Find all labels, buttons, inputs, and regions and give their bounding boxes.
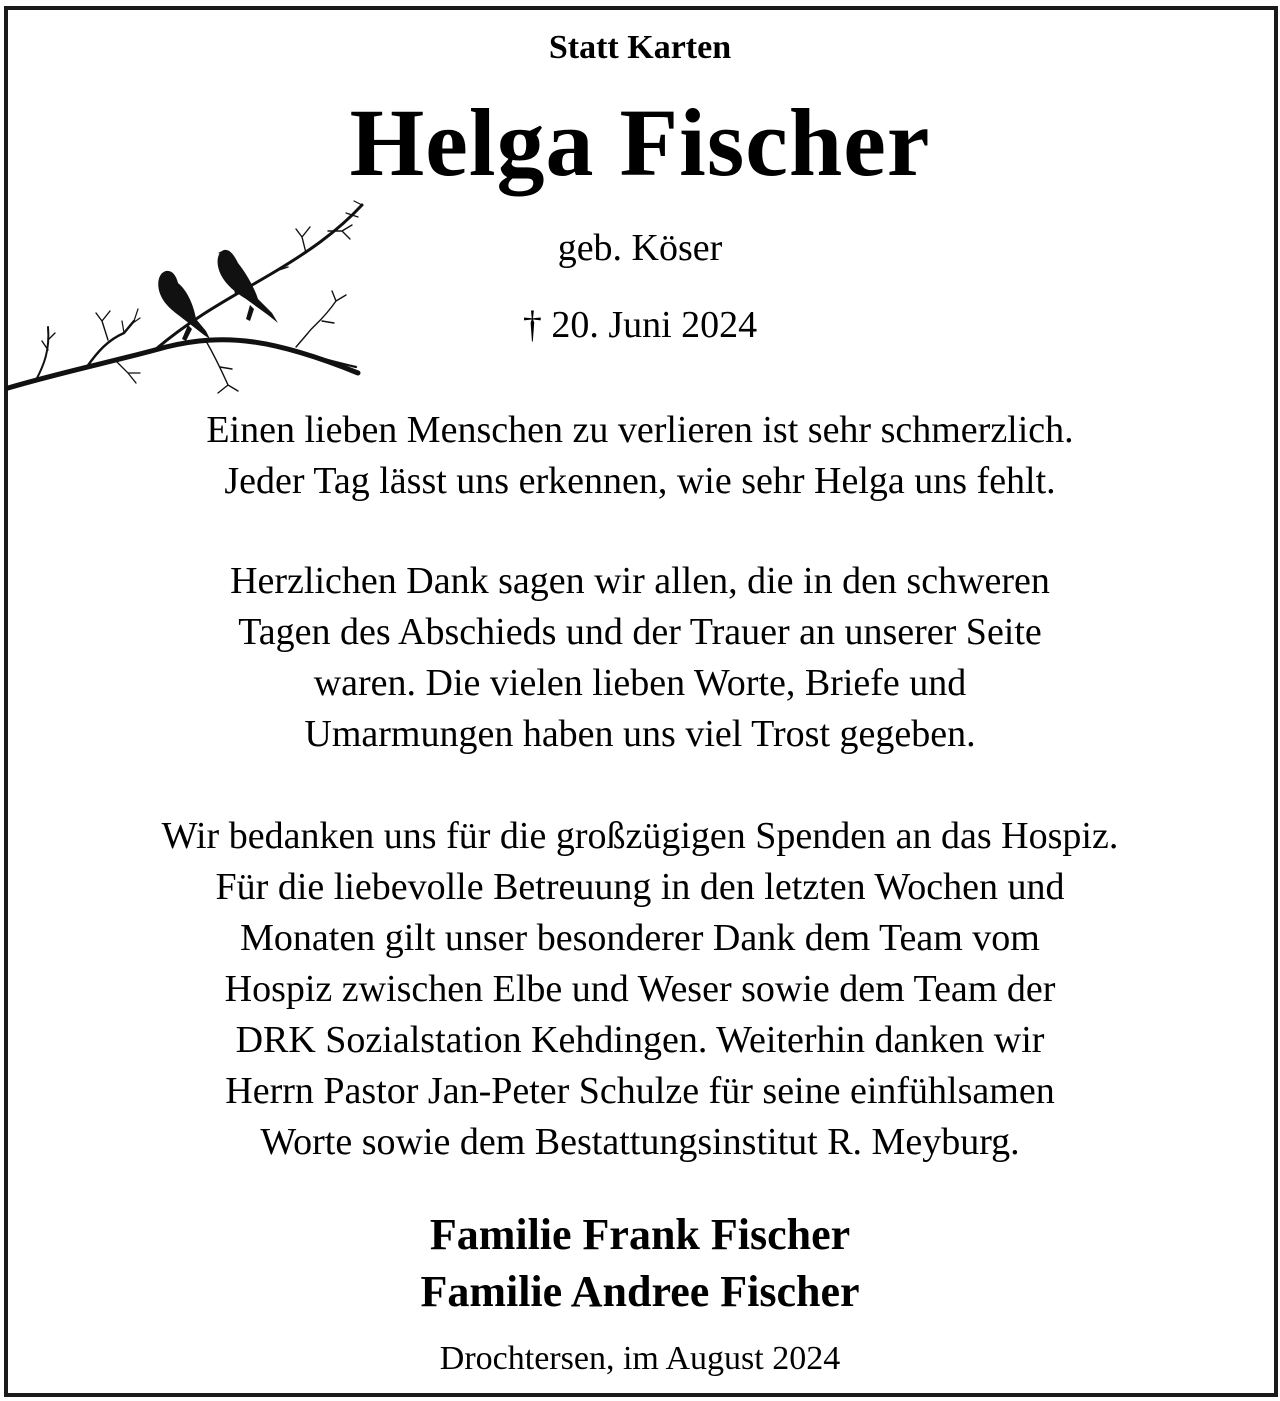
signer-name: Familie Frank Fischer (429, 1210, 851, 1259)
text-line: Hospiz zwischen Elbe und Weser sowie dem Team der (224, 968, 1056, 1010)
text-line: Umarmungen haben uns viel Trost gegeben. (304, 713, 976, 755)
text-line: Monaten gilt unser besonderer Dank dem Team vom (240, 917, 1040, 959)
paragraph-thanks (0, 556, 1280, 760)
text-line: Einen lieben Menschen zu verlieren ist sehr schmerzlich. (206, 409, 1074, 451)
text-line: Herzlichen Dank sagen wir allen, die in den schweren (230, 560, 1050, 602)
text-line: Wir bedanken uns für die großzügigen Spenden an das Hospiz. (161, 815, 1119, 857)
signer-name: Familie Andree Fischer (420, 1267, 860, 1316)
notice-kicker: Statt Karten (548, 29, 732, 66)
text-line: Für die liebevolle Betreuung in den letzten Wochen und (215, 866, 1065, 908)
signers-block (0, 1206, 1280, 1320)
text-line: Jeder Tag lässt uns erkennen, wie sehr Helga uns fehlt. (224, 460, 1056, 502)
text-line: Worte sowie dem Bestattungsinstitut R. Meyburg. (260, 1121, 1020, 1163)
birth-name: geb. Köser (557, 227, 723, 269)
place-and-date: Drochtersen, im August 2024 (439, 1340, 841, 1377)
paragraph-loss (0, 405, 1280, 507)
text-line: waren. Die vielen lieben Worte, Briefe und (313, 662, 967, 704)
text-line: DRK Sozialstation Kehdingen. Weiterhin danken wir (235, 1019, 1045, 1061)
deceased-name: Helga Fischer (349, 89, 931, 196)
text-line: Herrn Pastor Jan-Peter Schulze für seine einfühlsamen (225, 1070, 1055, 1112)
death-date: † 20. Juni 2024 (522, 304, 758, 346)
paragraph-donations (0, 811, 1280, 1168)
text-line: Tagen des Abschieds und der Trauer an unserer Seite (238, 611, 1042, 653)
